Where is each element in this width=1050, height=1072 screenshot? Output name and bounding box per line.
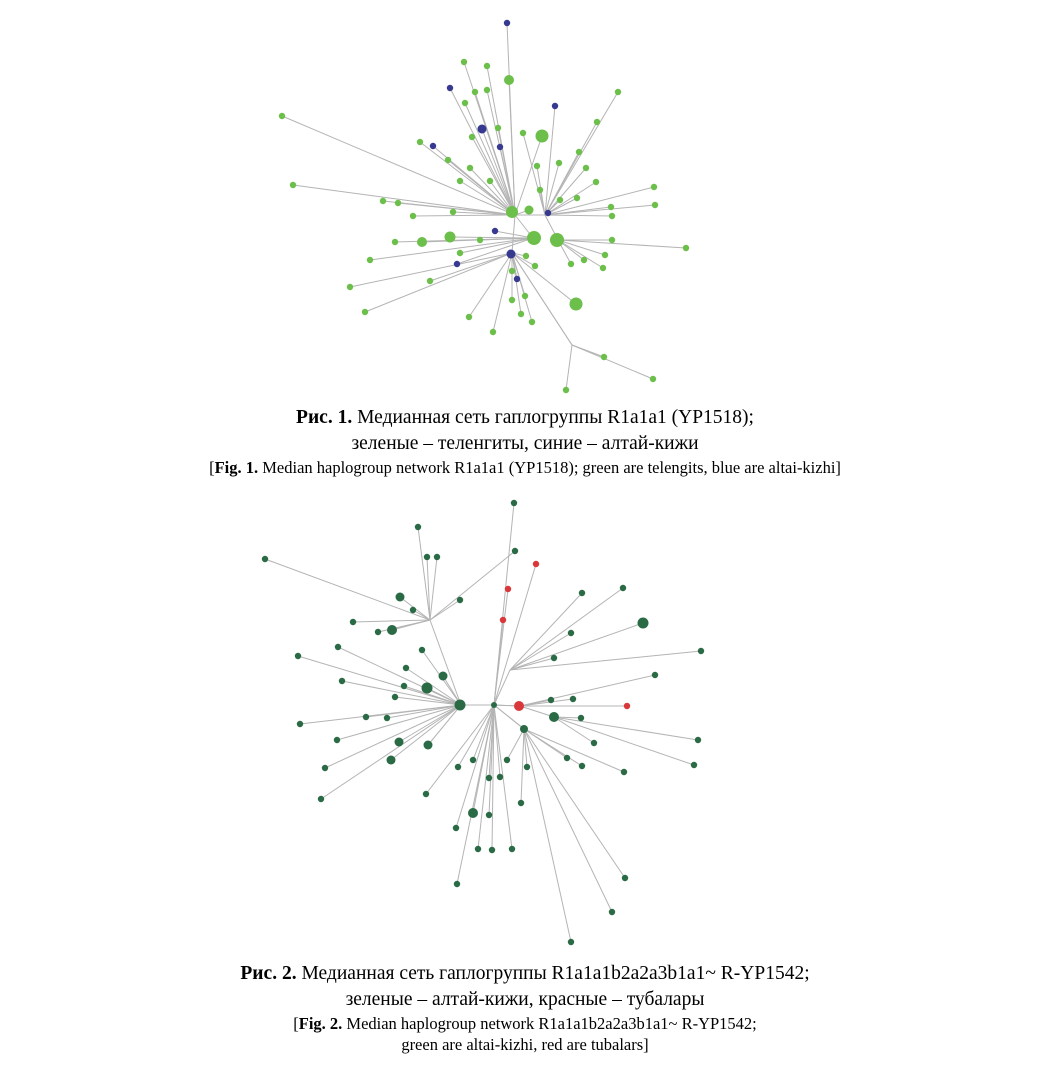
- fig1-node: [574, 195, 580, 201]
- fig1-node: [683, 245, 689, 251]
- network-graph-1: [0, 0, 1050, 400]
- fig2-node: [578, 715, 584, 721]
- fig1-node: [523, 253, 529, 259]
- fig1-node: [600, 265, 606, 271]
- fig1-edge: [398, 203, 515, 215]
- fig1-node: [457, 250, 463, 256]
- fig2-node: [620, 585, 626, 591]
- fig2-node: [504, 757, 510, 763]
- fig2-edge: [520, 706, 554, 717]
- fig1-node: [514, 276, 520, 282]
- fig2-node: [410, 607, 416, 613]
- fig1-edge: [566, 345, 572, 390]
- fig1-node: [445, 232, 456, 243]
- fig1-node: [427, 278, 433, 284]
- fig1-node: [504, 75, 514, 85]
- fig1-node: [504, 20, 510, 26]
- fig1-node: [367, 257, 373, 263]
- fig1-edge: [413, 215, 515, 216]
- fig1-node: [563, 387, 569, 393]
- fig2-node: [424, 554, 430, 560]
- fig2-node: [419, 647, 425, 653]
- fig1-node: [615, 89, 621, 95]
- fig1-node: [536, 130, 549, 143]
- fig2-node: [500, 617, 506, 623]
- fig1-node: [417, 237, 427, 247]
- fig1-edge: [558, 240, 603, 268]
- fig1-node: [507, 250, 516, 259]
- fig2-node: [570, 696, 576, 702]
- fig1-node: [609, 213, 615, 219]
- fig2-node: [322, 765, 328, 771]
- fig1-edge: [465, 103, 515, 215]
- fig1-node: [472, 89, 478, 95]
- fig1-node: [392, 239, 398, 245]
- fig2-edge: [430, 557, 437, 620]
- fig2-node: [579, 590, 585, 596]
- fig2-node: [512, 548, 518, 554]
- fig2-node: [318, 796, 324, 802]
- fig2-edge: [520, 675, 655, 706]
- caption-2-en-label: Fig. 2.: [298, 1014, 343, 1033]
- fig2-edge: [298, 656, 461, 705]
- fig1-node: [609, 237, 615, 243]
- fig1-edge: [365, 253, 512, 312]
- fig2-node: [486, 812, 492, 818]
- fig2-edge: [507, 729, 524, 760]
- fig2-node: [497, 774, 503, 780]
- fig2-node: [591, 740, 597, 746]
- fig2-node: [455, 700, 466, 711]
- fig2-edge: [554, 717, 594, 743]
- fig1-node: [581, 257, 587, 263]
- fig2-node: [622, 875, 628, 881]
- fig1-node: [518, 311, 524, 317]
- fig1-edge: [540, 190, 545, 215]
- caption-1-ru-title: Медианная сеть гаплогруппы R1a1a1 (YP1518);: [357, 407, 754, 428]
- fig2-node: [415, 524, 421, 530]
- fig1-edge: [512, 253, 576, 304]
- fig1-node: [450, 209, 456, 215]
- fig1-node: [495, 125, 501, 131]
- fig2-node: [403, 665, 409, 671]
- fig2-node: [424, 741, 433, 750]
- fig2-node: [334, 737, 340, 743]
- caption-1-ru-label: Рис. 1.: [296, 407, 353, 428]
- fig2-node: [491, 702, 497, 708]
- fig2-edge: [353, 620, 430, 622]
- fig2-node: [262, 556, 268, 562]
- fig1-node: [651, 184, 657, 190]
- fig1-node: [557, 197, 563, 203]
- figure-2-caption: [0, 961, 1050, 1055]
- fig2-node: [422, 683, 433, 694]
- fig2-edge: [554, 717, 694, 765]
- fig1-node: [509, 268, 515, 274]
- fig1-node: [454, 261, 460, 267]
- fig2-node: [295, 653, 301, 659]
- fig2-node: [652, 672, 658, 678]
- fig1-node: [492, 228, 498, 234]
- fig1-node: [570, 298, 583, 311]
- fig2-node: [489, 847, 495, 853]
- fig2-node: [395, 738, 404, 747]
- caption-1-ru-line-1: [0, 405, 1050, 431]
- fig2-edge: [430, 551, 515, 620]
- caption-2-en-bracket: [: [293, 1014, 299, 1033]
- fig1-node: [556, 160, 562, 166]
- fig2-node: [524, 764, 530, 770]
- fig1-node: [484, 87, 490, 93]
- fig1-edge: [572, 345, 653, 379]
- fig1-node: [594, 119, 600, 125]
- fig1-edge: [523, 133, 545, 215]
- fig2-node: [505, 586, 511, 592]
- fig1-edge: [512, 253, 572, 345]
- fig1-edge: [450, 88, 515, 215]
- fig2-node: [339, 678, 345, 684]
- fig2-node: [392, 694, 398, 700]
- fig1-node: [484, 63, 490, 69]
- fig2-node: [609, 909, 615, 915]
- fig1-node: [279, 113, 285, 119]
- fig1-edge: [509, 80, 515, 215]
- fig1-node: [466, 314, 472, 320]
- figure-1-caption: [0, 405, 1050, 478]
- fig2-node: [579, 763, 585, 769]
- fig2-node: [695, 737, 701, 743]
- fig2-edge: [457, 705, 494, 884]
- fig1-node: [576, 149, 582, 155]
- fig2-edge: [521, 729, 524, 803]
- caption-2-en-line-1: [0, 1013, 1050, 1034]
- fig2-edge: [337, 705, 461, 740]
- fig1-node: [380, 198, 386, 204]
- fig2-edge: [510, 651, 701, 670]
- fig1-node: [410, 213, 416, 219]
- fig2-node: [568, 630, 574, 636]
- fig2-node: [423, 791, 429, 797]
- caption-2-en-text: Median haplogroup network R1a1a1b2a2a3b1a1~ R-YP1542;: [346, 1014, 757, 1033]
- fig2-edge: [524, 729, 625, 878]
- fig2-node: [387, 756, 396, 765]
- fig2-node: [434, 554, 440, 560]
- fig1-node: [362, 309, 368, 315]
- fig1-edge: [430, 253, 512, 281]
- fig1-node: [520, 130, 526, 136]
- fig2-node: [453, 825, 459, 831]
- fig2-node: [514, 701, 524, 711]
- fig1-edge: [395, 238, 533, 242]
- fig1-node: [469, 134, 475, 140]
- fig2-node: [548, 697, 554, 703]
- fig1-node: [509, 297, 515, 303]
- fig2-node: [375, 629, 381, 635]
- fig1-node: [529, 319, 535, 325]
- fig2-node: [350, 619, 356, 625]
- fig2-edge: [510, 588, 623, 670]
- fig2-node: [457, 597, 463, 603]
- figure-1-network: [0, 0, 1050, 400]
- fig1-node: [537, 187, 543, 193]
- fig1-node: [290, 182, 296, 188]
- fig2-node: [568, 939, 574, 945]
- fig1-node: [462, 100, 468, 106]
- caption-1-ru-line-2: зеленые – теленгиты, синие – алтай-кижи: [351, 433, 699, 454]
- caption-1-en-text: Median haplogroup network R1a1a1 (YP1518); green are telengits, blue are altai-kizhi]: [262, 458, 841, 477]
- fig2-node: [518, 800, 524, 806]
- fig2-edge: [430, 600, 460, 620]
- fig1-node: [652, 202, 658, 208]
- fig2-node: [520, 725, 528, 733]
- fig2-edge: [426, 705, 494, 794]
- fig1-node: [490, 329, 496, 335]
- fig1-node: [461, 59, 467, 65]
- fig1-node: [478, 125, 487, 134]
- fig2-edge: [524, 729, 571, 942]
- caption-2-en-line-2: green are altai-kizhi, red are tubalars]: [401, 1035, 649, 1054]
- fig2-node: [335, 644, 341, 650]
- fig1-edge: [515, 136, 542, 215]
- fig2-node: [475, 846, 481, 852]
- fig2-node: [454, 881, 460, 887]
- fig1-edge: [512, 253, 521, 314]
- fig2-node: [486, 775, 492, 781]
- fig1-node: [593, 179, 599, 185]
- fig1-node: [445, 157, 451, 163]
- caption-2-ru-line-1: [0, 961, 1050, 987]
- fig2-edge: [265, 559, 430, 620]
- fig1-node: [506, 206, 518, 218]
- figure-2-network: [0, 495, 1050, 955]
- fig1-node: [430, 143, 436, 149]
- caption-2-ru-line-2: зеленые – алтай-кижи, красные – тубалары: [345, 989, 705, 1010]
- fig2-node: [297, 721, 303, 727]
- fig1-node: [534, 163, 540, 169]
- fig1-node: [522, 293, 528, 299]
- fig1-node: [552, 103, 558, 109]
- fig1-node: [532, 263, 538, 269]
- fig2-node: [533, 561, 539, 567]
- caption-1-en-label: Fig. 1.: [214, 458, 259, 477]
- fig2-node: [401, 683, 407, 689]
- fig1-node: [395, 200, 401, 206]
- fig2-node: [638, 618, 649, 629]
- fig2-node: [387, 625, 397, 635]
- fig2-node: [698, 648, 704, 654]
- fig1-node: [347, 284, 353, 290]
- fig2-node: [624, 703, 630, 709]
- fig2-node: [564, 755, 570, 761]
- fig1-node: [467, 165, 473, 171]
- fig1-node: [650, 376, 656, 382]
- fig2-node: [551, 655, 557, 661]
- fig2-edge: [494, 620, 503, 705]
- fig1-edge: [572, 345, 604, 357]
- fig2-node: [691, 762, 697, 768]
- fig2-edge: [428, 705, 461, 745]
- fig1-node: [487, 178, 493, 184]
- fig2-edge: [378, 620, 430, 632]
- fig1-node: [497, 144, 503, 150]
- fig1-node: [545, 210, 551, 216]
- fig2-node: [363, 714, 369, 720]
- fig1-node: [601, 354, 607, 360]
- fig1-node: [602, 252, 608, 258]
- fig1-node: [608, 204, 614, 210]
- caption-1-en: [0, 457, 1050, 478]
- caption-1-en-bracket: [: [209, 458, 215, 477]
- fig1-node: [457, 178, 463, 184]
- fig1-node: [583, 165, 589, 171]
- fig2-edge: [494, 564, 536, 705]
- network-graph-2: [0, 495, 1050, 955]
- fig2-node: [470, 757, 476, 763]
- fig2-edge: [554, 717, 698, 740]
- fig1-edge: [545, 215, 612, 216]
- fig1-node: [417, 139, 423, 145]
- fig2-node: [439, 672, 448, 681]
- fig1-node: [550, 233, 564, 247]
- fig1-node: [477, 237, 483, 243]
- fig1-edge: [469, 253, 512, 317]
- fig2-node: [396, 593, 405, 602]
- fig1-edge: [558, 240, 686, 248]
- caption-2-ru-label: Рис. 2.: [240, 963, 297, 984]
- fig2-node: [468, 808, 478, 818]
- fig1-edge: [493, 253, 512, 332]
- fig2-node: [455, 764, 461, 770]
- fig2-node: [509, 846, 515, 852]
- fig1-node: [525, 206, 534, 215]
- fig2-node: [621, 769, 627, 775]
- fig1-node: [527, 231, 541, 245]
- caption-2-ru-title: Медианная сеть гаплогруппы R1a1a1b2a2a3b1a1~ R-YP1542;: [301, 963, 810, 984]
- fig2-node: [549, 712, 559, 722]
- fig1-edge: [450, 237, 533, 238]
- fig1-node: [447, 85, 453, 91]
- fig2-node: [511, 500, 517, 506]
- fig1-node: [568, 261, 574, 267]
- fig2-node: [384, 715, 390, 721]
